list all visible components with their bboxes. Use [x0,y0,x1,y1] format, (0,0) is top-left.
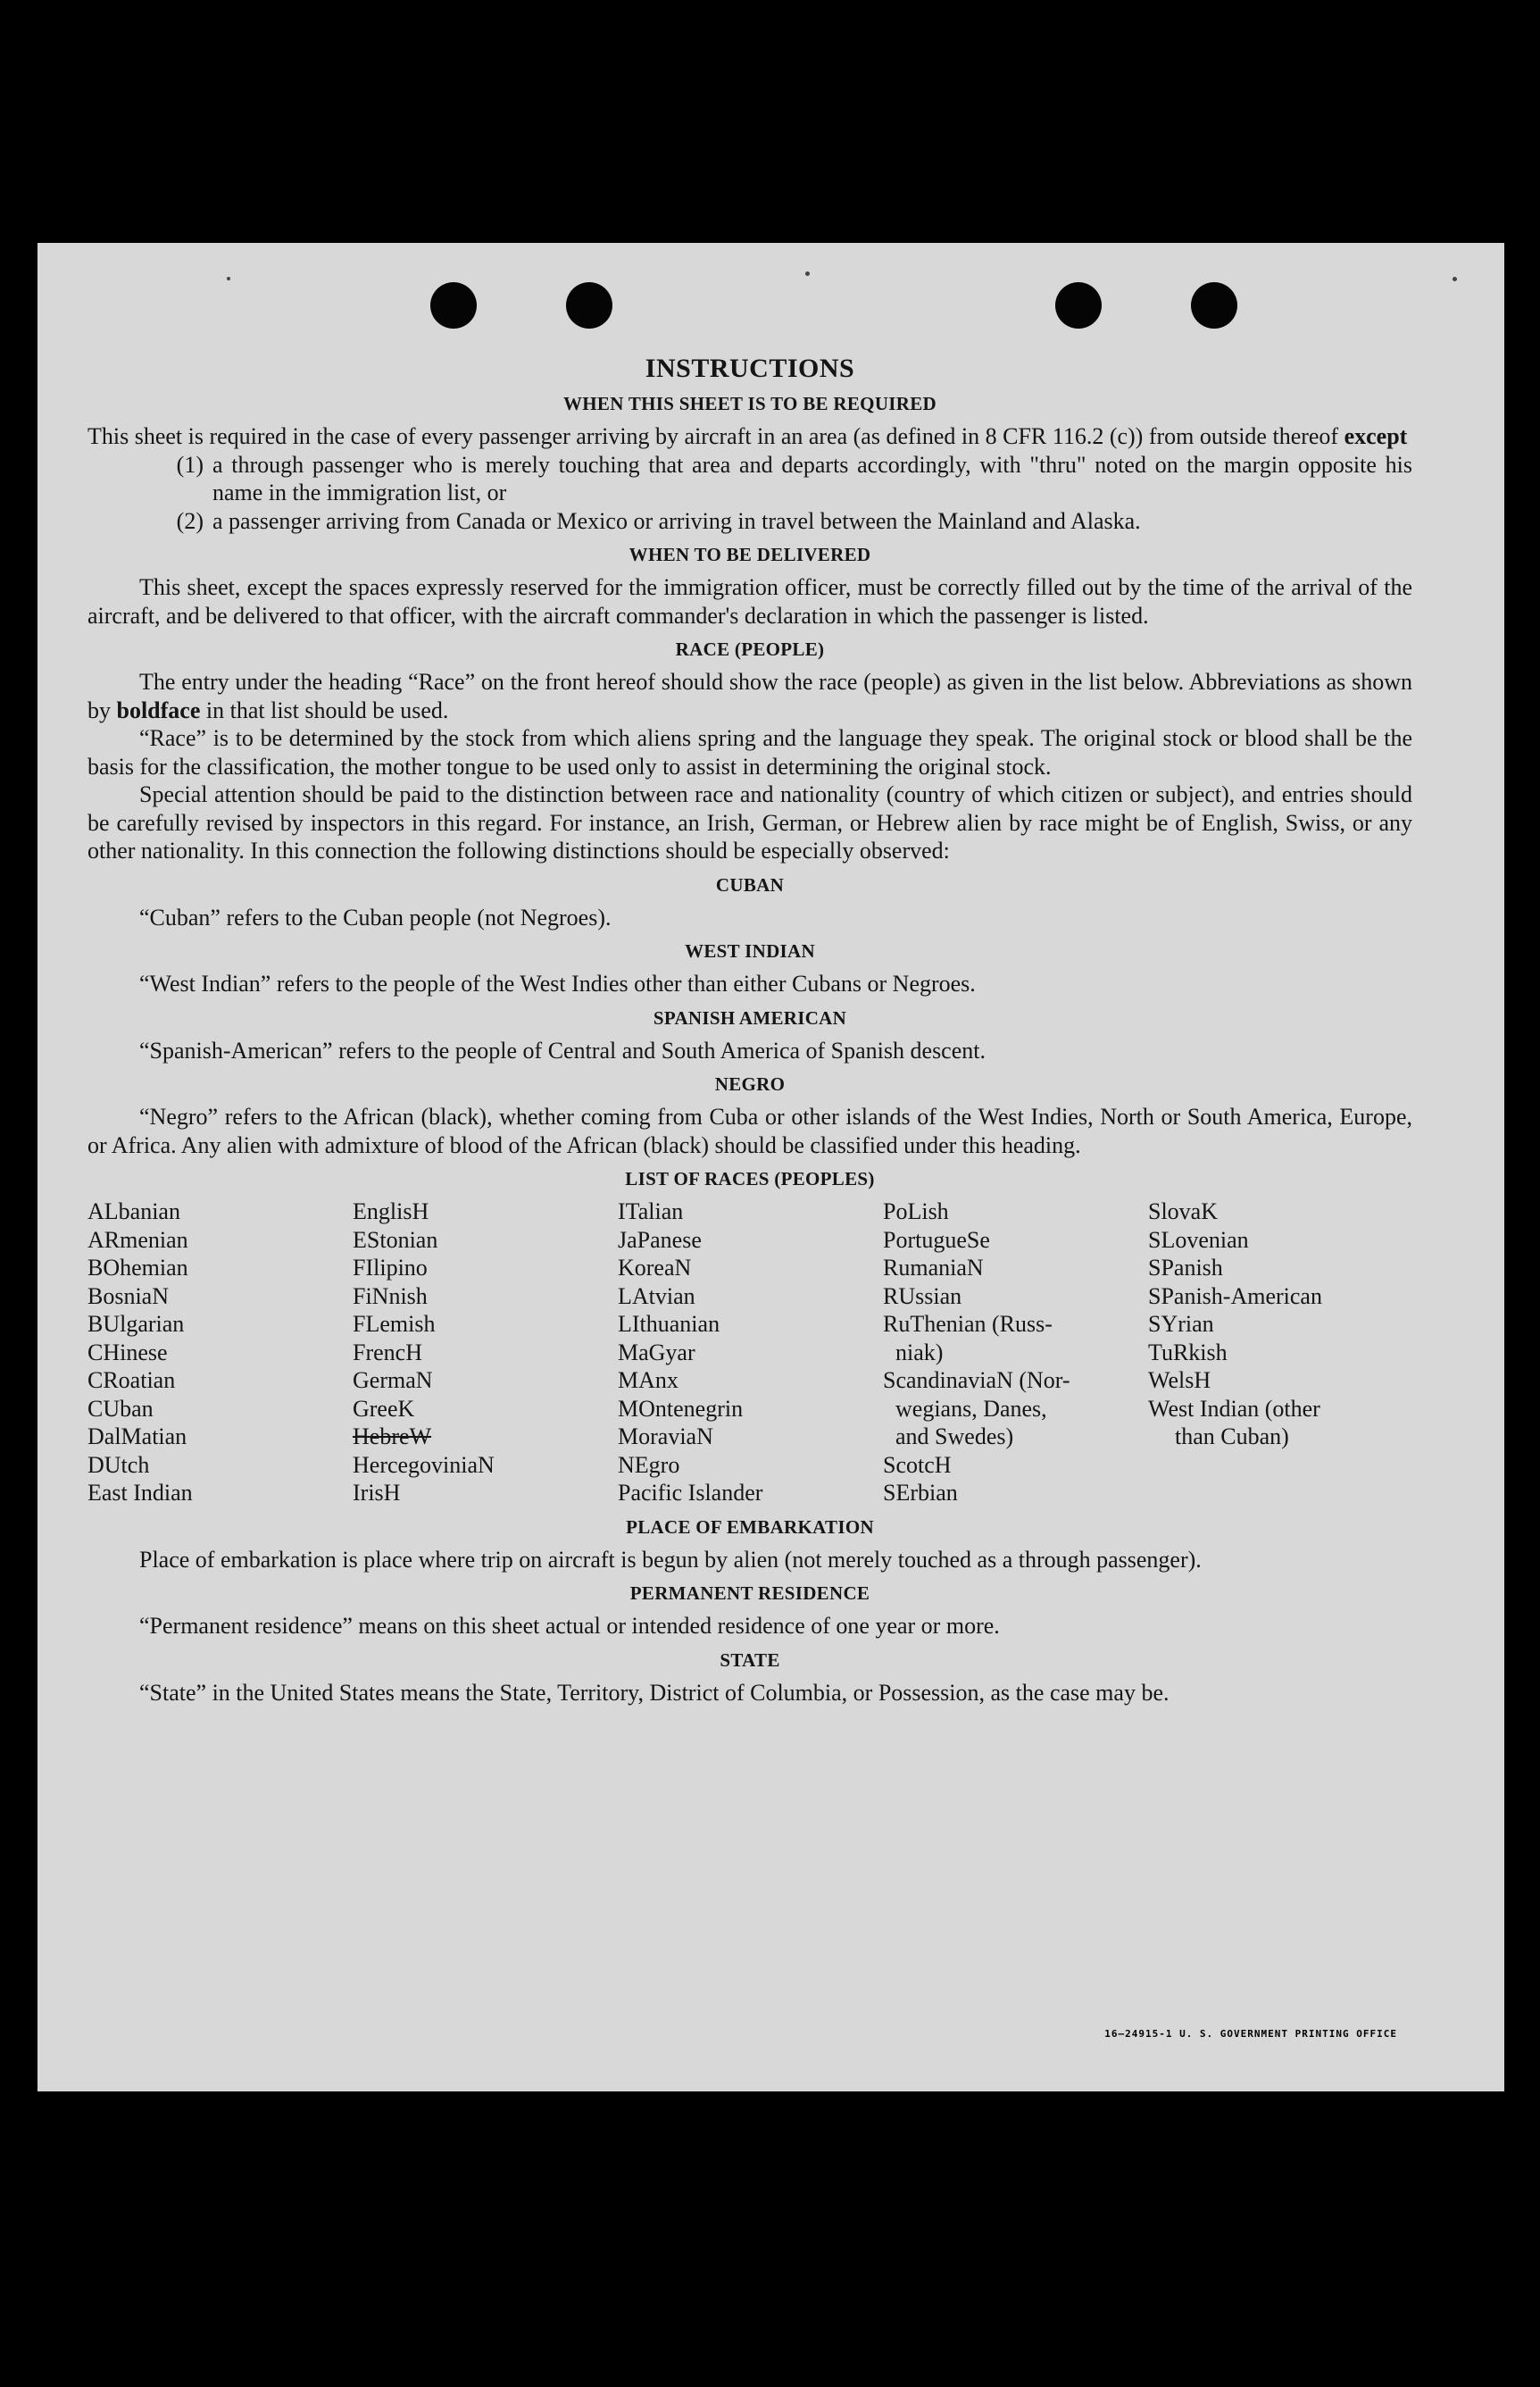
race-entry: EStonian [353,1226,438,1253]
race-entry: SErbian [883,1480,958,1506]
race-entry: MoraviaN [618,1423,713,1449]
race-paragraph-1: The entry under the heading “Race” on the front hereof should show the race (people) as given in the list below. Abbreviations as shown by boldface in that list should be used. [87,669,1412,723]
race-entry: IrisH [353,1480,401,1506]
document-sheet [37,243,1504,2091]
race-entry: MAnx [618,1367,678,1393]
when-required-intro: This sheet is required in the case of every passenger arriving by aircraft in an area (as defined in 8 CFR 116.2 (c)) from outside thereof except [87,423,1408,449]
race-entry: West Indian (other [1148,1395,1320,1422]
race-entry: FrencH [353,1339,422,1365]
race-entry: MOntenegrin [618,1395,744,1422]
race-entry: JaPanese [618,1226,702,1253]
race-entry: FIlipino [353,1255,428,1281]
race-entry: SPanish [1148,1255,1223,1281]
section-heading-list-of-races: LIST OF RACES (PEOPLES) [625,1168,875,1189]
negro-text: “Negro” refers to the African (black), whether coming from Cuba or other islands of the West Indies, North or South America, Europe, or Africa. Any alien with admixture of blood of the African (black) should be classified under this heading. [87,1104,1412,1158]
race-entry: FiNnish [353,1282,428,1309]
race-entry: BOhemian [87,1255,188,1281]
embarkation-text: Place of embarkation is place where trip on aircraft is begun by alien (not merely touched as a through passenger). [139,1546,1202,1573]
section-heading-west-indian: WEST INDIAN [685,940,815,962]
race-entry: LAtvian [618,1282,695,1309]
speck [227,277,230,280]
race-entry: Pacific Islander [618,1480,763,1506]
race-entry: CHinese [87,1339,168,1365]
race-entry: SYrian [1148,1311,1214,1337]
section-heading-negro: NEGRO [714,1073,786,1095]
section-heading-when-delivered: WHEN TO BE DELIVERED [628,544,871,565]
races-column [1148,1198,1412,1507]
race-entry: PoLish [883,1198,949,1224]
section-heading-spanish-american: SPANISH AMERICAN [653,1006,847,1029]
section-heading-residence: PERMANENT RESIDENCE [629,1582,870,1604]
cuban-text: “Cuban” refers to the Cuban people (not Negroes). [139,904,612,931]
section-heading-race: RACE (PEOPLE) [675,638,825,660]
race-entry: HebreW [353,1423,432,1449]
race-entry: CUban [87,1395,154,1422]
instructions-content [87,354,1412,1707]
race-paragraph-3: Special attention should be paid to the distinction between race and nationality (country of which citizen or subject), and entries should be carefully revised by inspectors in this regard. For instance, an Irish, German, or Hebrew alien by race might be of English, Swiss, or any other nationality. In this connection the following distinctions should be especially observed: [87,781,1412,864]
state-text: “State” in the United States means the State, Territory, District of Columbia, or Possession, as the case may be. [139,1679,1170,1706]
race-entry: NEgro [618,1451,680,1478]
section-heading-when-required: WHEN THIS SHEET IS TO BE REQUIRED [562,393,936,414]
races-list [87,1198,1412,1507]
spanish-american-text: “Spanish-American” refers to the people of Central and South America of Spanish descent. [139,1037,986,1064]
races-column [353,1198,618,1507]
race-entry: EnglisH [353,1198,429,1224]
race-entry: MaGyar [618,1339,695,1365]
race-entry: GreeK [353,1395,415,1422]
race-entry: RuThenian (Russ- [883,1311,1053,1337]
race-entry: SLovenian [1148,1226,1249,1253]
printing-office-code: 16—24915-1 U. S. GOVERNMENT PRINTING OFFICE [1104,2028,1397,2040]
speck [805,271,810,276]
race-entry: WelsH [1148,1367,1211,1393]
race-entry: PortugueSe [883,1226,990,1253]
race-entry: BUlgarian [87,1311,185,1337]
race-entry: RUssian [883,1282,962,1309]
race-entry: HercegoviniaN [353,1451,495,1478]
race-entry: SlovaK [1148,1198,1218,1224]
race-entry: East Indian [87,1480,193,1506]
race-entry: niak) [895,1339,944,1365]
race-entry: DUtch [87,1451,150,1478]
race-entry: ITalian [618,1198,684,1224]
race-entry: CRoatian [87,1367,176,1393]
when-required-item: (2) a passenger arriving from Canada or Mexico or arriving in travel between the Mainland and Alaska. [176,507,1141,534]
speck [1453,277,1457,281]
race-entry: TuRkish [1148,1339,1228,1365]
race-entry: SPanish-American [1148,1282,1322,1309]
race-entry: KoreaN [618,1255,692,1281]
punch-hole [430,282,477,329]
race-entry: ALbanian [87,1198,180,1224]
punch-hole [1055,282,1102,329]
races-column [618,1198,883,1507]
race-paragraph-2: “Race” is to be determined by the stock from which aliens spring and the language they speak. The original stock or blood shall be the basis for the classification, the mother tongue to be used only to assist in determining the original stock. [87,725,1412,780]
west-indian-text: “West Indian” refers to the people of the West Indies other than either Cubans or Negroes. [139,971,976,997]
race-entry: LIthuanian [618,1311,720,1337]
when-required-item: (1) a through passenger who is merely touching that area and departs accordingly, with "thru" noted on the margin opposite his name in the immigration list, or [176,451,1412,505]
race-entry: ScandinaviaN (Nor- [883,1367,1070,1393]
punch-hole [1191,282,1237,329]
when-delivered-text: This sheet, except the spaces expressly reserved for the immigration officer, must be correctly filled out by the time of the arrival of the aircraft, and be delivered to that officer, with the aircraft commander's declaration in which the passenger is listed. [87,574,1412,629]
race-entry: RumaniaN [883,1255,984,1281]
section-heading-embarkation: PLACE OF EMBARKATION [626,1515,874,1538]
race-entry: FLemish [353,1311,436,1337]
races-column [87,1198,353,1507]
race-entry: BosniaN [87,1282,169,1309]
residence-text: “Permanent residence” means on this sheet actual or intended residence of one year or more. [139,1613,1000,1639]
page-title: INSTRUCTIONS [645,354,855,383]
race-entry: ScotcH [883,1451,952,1478]
punch-hole [566,282,612,329]
section-heading-cuban: CUBAN [715,873,785,896]
race-entry: wegians, Danes, [895,1395,1047,1422]
race-entry: than Cuban) [1175,1423,1289,1449]
race-entry: GermaN [353,1367,433,1393]
race-entry: ARmenian [87,1226,188,1253]
races-column [883,1198,1148,1507]
section-heading-state: STATE [720,1648,780,1671]
race-entry: and Swedes) [895,1423,1014,1449]
race-entry: DalMatian [87,1423,187,1449]
